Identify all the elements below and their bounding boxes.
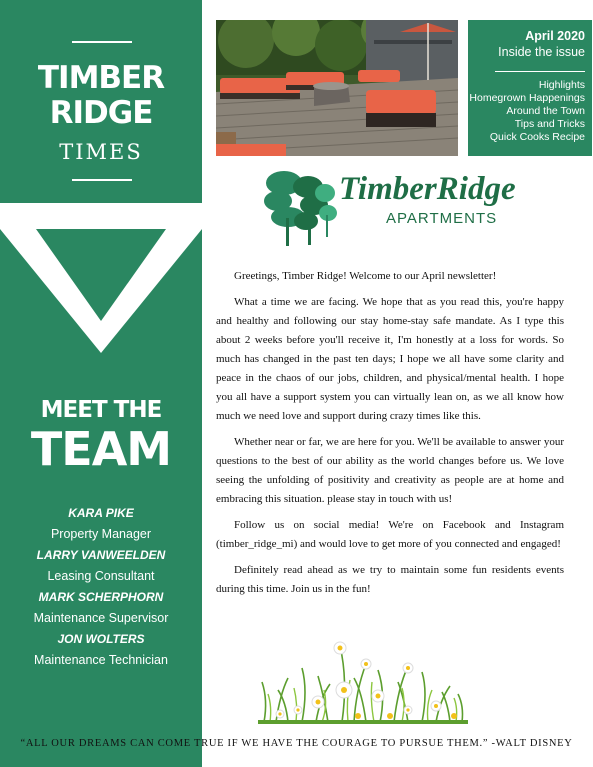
newsletter-letter — [216, 267, 564, 606]
staff-name: LARRY VANWEELDEN — [36, 548, 166, 562]
staff-role: Property Manager — [50, 527, 152, 541]
issue-item: Homegrown Happenings — [469, 92, 585, 104]
issue-item: Highlights — [538, 79, 585, 91]
masthead-top-rule — [72, 41, 132, 43]
inside-issue-box — [468, 20, 592, 156]
staff-list — [0, 503, 202, 671]
issue-item: Quick Cooks Recipe — [489, 131, 585, 143]
disney-quote: “ALL OUR DREAMS CAN COME TRUE IF WE HAVE THE COURAGE TO PURSUE THEM.” -WALT DISNEY — [20, 738, 573, 749]
meet-the-heading: MEET THE — [40, 397, 162, 423]
issue-item: Around the Town — [506, 105, 585, 117]
issue-divider — [495, 71, 585, 72]
grass-daisies-illustration — [258, 620, 468, 724]
masthead — [0, 17, 202, 203]
staff-name: JON WOLTERS — [57, 632, 145, 646]
letter-paragraph: What a time we are facing. We hope that as you read this, you're happy and healthy and following our stay home-stay safe mandate. As I type this about 2 weeks before you'll receive it, I'm honestly at a loss for words. So much has changed in the past ten days; I hope we all have some clarity and peace in the chaos of our jobs, children, and physical/mental health. I hope you all have a support system you can virtually lean on, as we all know how much we need love and support during crazy times like this. — [216, 296, 564, 422]
masthead-bottom-rule — [72, 179, 132, 181]
letter-paragraph: Follow us on social media! We're on Facebook and Instagram (timber_ridge_mi) and would love to get more of you connected and engaged! — [216, 519, 564, 550]
letter-paragraph: Whether near or far, we are here for you. We'll be available to answer your questions to the best of our ability as the world changes before us. We love seeing the unfolding of positivity and creativity as people are at home and embracing this situation. please stay in touch with us! — [216, 436, 564, 505]
staff-name: KARA PIKE — [68, 506, 134, 520]
pine-trees-logo-icon — [262, 163, 338, 247]
team-heading: TEAM — [30, 422, 172, 476]
letter-paragraph: Definitely read ahead as we try to maintain some fun residents events during this time. Join us in the fun! — [216, 564, 564, 595]
logo-wordmark: TimberRidge — [339, 171, 516, 207]
masthead-divider-band — [0, 203, 202, 225]
staff-role: Maintenance Supervisor — [33, 611, 169, 625]
patio-photo — [216, 20, 458, 156]
masthead-line-2: RIDGE — [49, 95, 153, 131]
issue-item: Tips and Tricks — [514, 118, 585, 130]
masthead-line-1: TIMBER — [37, 60, 165, 96]
issue-date: April 2020 — [525, 29, 585, 43]
staff-role: Leasing Consultant — [47, 569, 155, 583]
masthead-line-3: TIMES — [59, 140, 143, 164]
issue-contents-list — [469, 79, 585, 144]
letter-paragraph: Greetings, Timber Ridge! Welcome to our April newsletter! — [234, 270, 497, 282]
issue-subtitle: Inside the issue — [498, 45, 585, 59]
timber-ridge-logo — [262, 163, 532, 247]
chevron-icon — [0, 225, 202, 355]
logo-subtitle: APARTMENTS — [386, 210, 498, 227]
staff-name: MARK SCHERPHORN — [38, 590, 164, 604]
staff-role: Maintenance Technician — [34, 653, 168, 667]
